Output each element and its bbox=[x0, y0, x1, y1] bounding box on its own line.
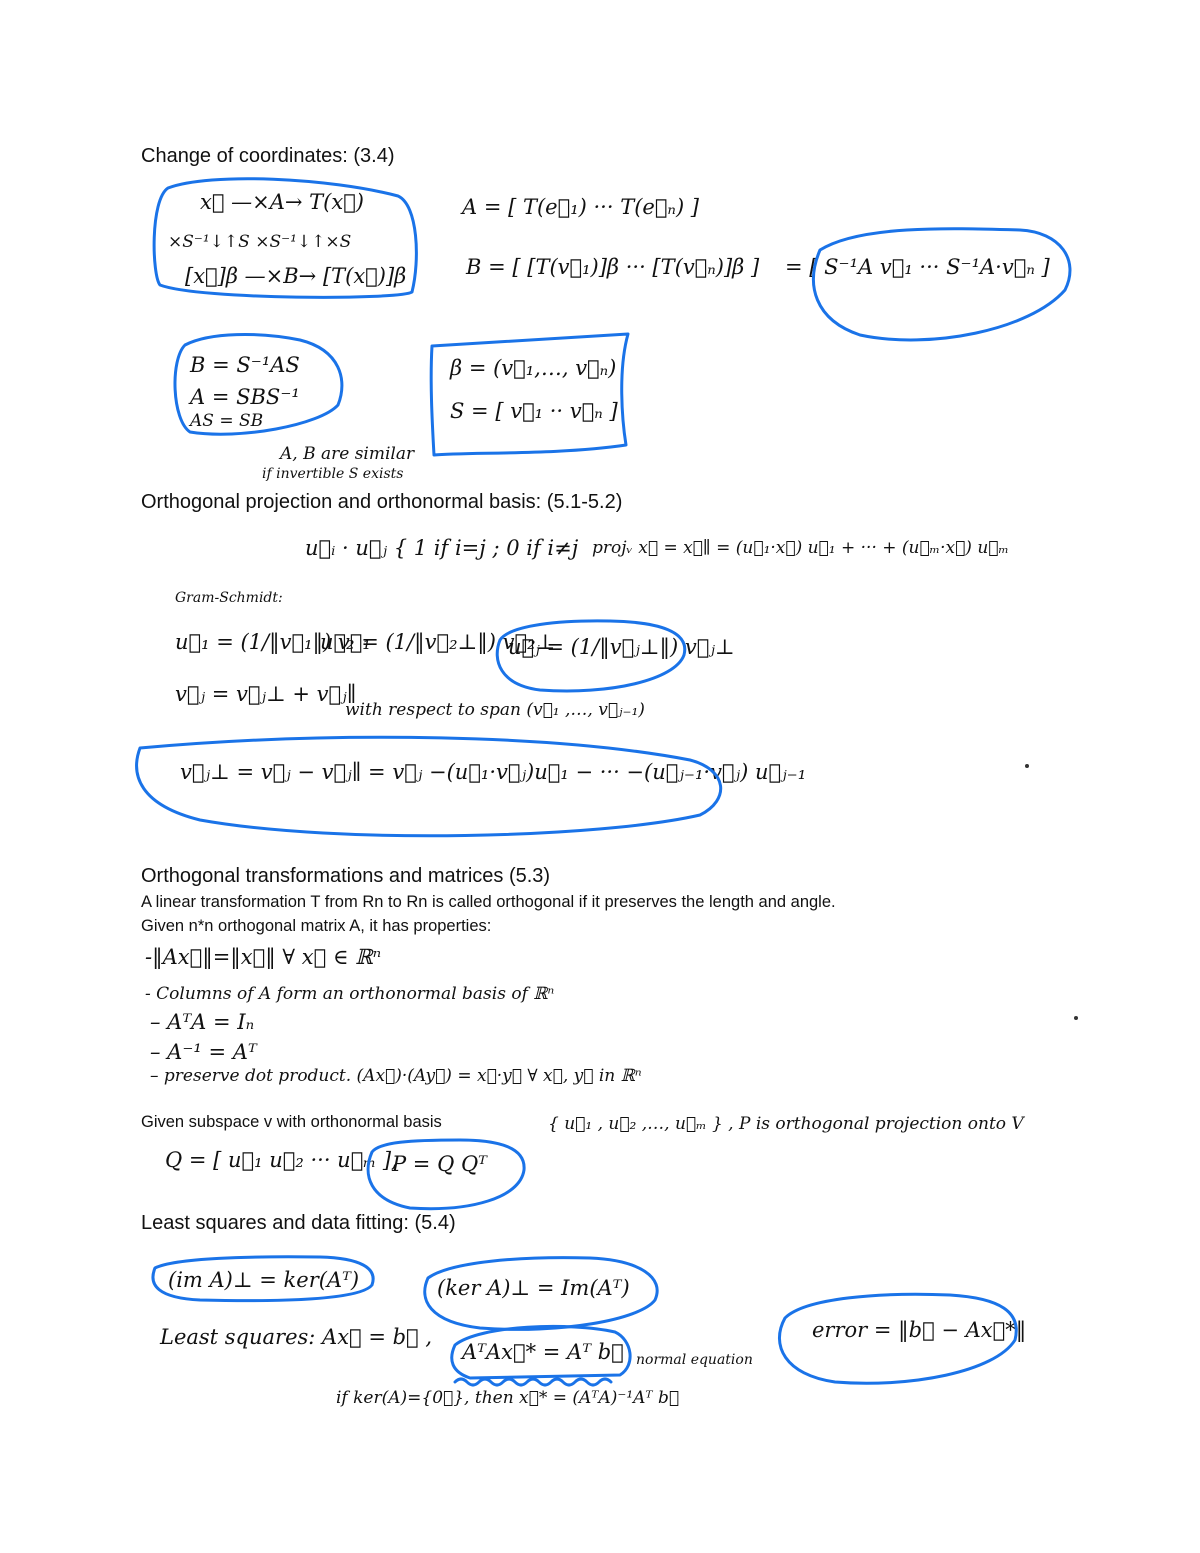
gram-schmidt-u1: u⃗₁ = (1/‖v⃗₁‖) v⃗₁ bbox=[175, 630, 371, 654]
loop-basis bbox=[431, 334, 628, 455]
heading-orthogonal-projection: Orthogonal projection and orthonormal basis: (5.1-5.2) bbox=[141, 491, 623, 513]
heading-orthogonal-transformations: Orthogonal transformations and matrices (5.3) bbox=[141, 865, 551, 887]
diagram-top-row: x⃗ —×A→ T(x⃗) bbox=[200, 190, 364, 214]
gram-schmidt-u2: u⃗₂ = (1/‖v⃗₂⊥‖) v⃗₂⊥ bbox=[320, 630, 556, 654]
property-dot-product: – preserve dot product. (Ax⃗)·(Ay⃗) = x⃗·y⃗ ∀ x⃗, y⃗ in ℝⁿ bbox=[150, 1066, 642, 1086]
stray-mark bbox=[1025, 764, 1029, 768]
property-columns: - Columns of A form an orthonormal basis of ℝⁿ bbox=[145, 984, 555, 1004]
loop-v-perp bbox=[137, 737, 721, 836]
orthonormal-basis-set: { u⃗₁ , u⃗₂ ,…, u⃗ₘ } , P is orthogonal projection onto V bbox=[548, 1114, 1024, 1134]
heading-change-of-coordinates: Change of coordinates: (3.4) bbox=[141, 145, 395, 167]
squiggle-normal-equation bbox=[455, 1379, 611, 1385]
similarity-AS: AS = SB bbox=[190, 411, 264, 431]
basis-beta: β = (v⃗₁,…, v⃗ₙ) bbox=[450, 356, 617, 380]
gram-schmidt-uj: u⃗ⱼ = (1/‖v⃗ⱼ⊥‖) v⃗ⱼ⊥ bbox=[508, 635, 735, 659]
basis-matrix-S: S = [ v⃗₁ ·· v⃗ₙ ] bbox=[450, 399, 618, 423]
property-length: -‖Ax⃗‖=‖x⃗‖ ∀ x⃗ ∈ ℝⁿ bbox=[145, 945, 382, 969]
stray-mark bbox=[1074, 1016, 1078, 1020]
v-perp-formula: v⃗ⱼ⊥ = v⃗ⱼ − v⃗ⱼ∥ = v⃗ⱼ −(u⃗₁·v⃗ⱼ)u⃗₁ − ··· −(u⃗ⱼ₋₁·v⃗ⱼ) u⃗ⱼ₋₁ bbox=[180, 760, 807, 784]
matrix-Q-definition: Q = [ u⃗₁ u⃗₂ ··· u⃗ₘ ], bbox=[165, 1148, 398, 1172]
error-formula: error = ‖b⃗ − Ax⃗*‖ bbox=[812, 1318, 1027, 1342]
loop-B-equivalent bbox=[813, 229, 1069, 340]
diagram-bottom-row: [x⃗]β —×B→ [T(x⃗)]β bbox=[185, 264, 407, 288]
with-respect-to-span: with respect to span (v⃗₁ ,…, v⃗ⱼ₋₁) bbox=[345, 700, 645, 720]
orthonormal-dot-rule: u⃗ᵢ · u⃗ⱼ { 1 if i=j ; 0 if i≠j bbox=[305, 536, 579, 560]
similar-note: A, B are similar bbox=[280, 444, 415, 464]
heading-least-squares: Least squares and data fitting: (5.4) bbox=[141, 1212, 456, 1234]
similar-condition: if invertible S exists bbox=[262, 466, 404, 482]
projection-formula: projᵥ x⃗ = x⃗∥ = (u⃗₁·x⃗) u⃗₁ + ··· + (u⃗ₘ·x⃗) u⃗ₘ bbox=[592, 538, 1009, 558]
property-inverse: – A⁻¹ = Aᵀ bbox=[150, 1040, 257, 1064]
matrix-B-definition: B = [ [T(v⃗₁)]β ··· [T(v⃗ₙ)]β ] bbox=[466, 255, 760, 279]
least-squares-solution: if ker(A)={0⃗}, then x⃗* = (AᵀA)⁻¹Aᵀ b⃗ bbox=[336, 1388, 680, 1408]
subspace-basis-text: Given subspace v with orthonormal basis bbox=[141, 1113, 442, 1131]
projection-matrix-P: P = Q Qᵀ bbox=[392, 1152, 488, 1176]
image-perp-kernel: (im A)⊥ = ker(Aᵀ) bbox=[168, 1268, 360, 1292]
matrix-B-equivalent: = [ S⁻¹A v⃗₁ ··· S⁻¹A·v⃗ₙ ] bbox=[785, 255, 1050, 279]
least-squares-equation: Least squares: Ax⃗ = b⃗ , bbox=[160, 1325, 432, 1349]
orthogonal-properties-intro: Given n*n orthogonal matrix A, it has properties: bbox=[141, 917, 492, 935]
orthogonal-definition-text: A linear transformation T from Rn to Rn is called orthogonal if it preserves the length and angle. bbox=[141, 893, 836, 911]
gram-schmidt-label: Gram-Schmidt: bbox=[175, 590, 283, 606]
kernel-perp-image: (ker A)⊥ = Im(Aᵀ) bbox=[437, 1276, 630, 1300]
matrix-A-definition: A = [ T(e⃗₁) ··· T(e⃗ₙ) ] bbox=[462, 195, 699, 219]
normal-equation-label: normal equation bbox=[636, 1352, 753, 1368]
similarity-A: A = SBS⁻¹ bbox=[190, 385, 300, 409]
vector-decomposition: v⃗ⱼ = v⃗ⱼ⊥ + v⃗ⱼ∥ bbox=[175, 682, 357, 706]
similarity-B: B = S⁻¹AS bbox=[190, 353, 300, 377]
diagram-middle-row: ×S⁻¹↓↑S ×S⁻¹↓↑×S bbox=[168, 232, 352, 252]
property-ata: – AᵀA = Iₙ bbox=[150, 1010, 255, 1034]
normal-equation: AᵀAx⃗* = Aᵀ b⃗ bbox=[462, 1340, 624, 1364]
